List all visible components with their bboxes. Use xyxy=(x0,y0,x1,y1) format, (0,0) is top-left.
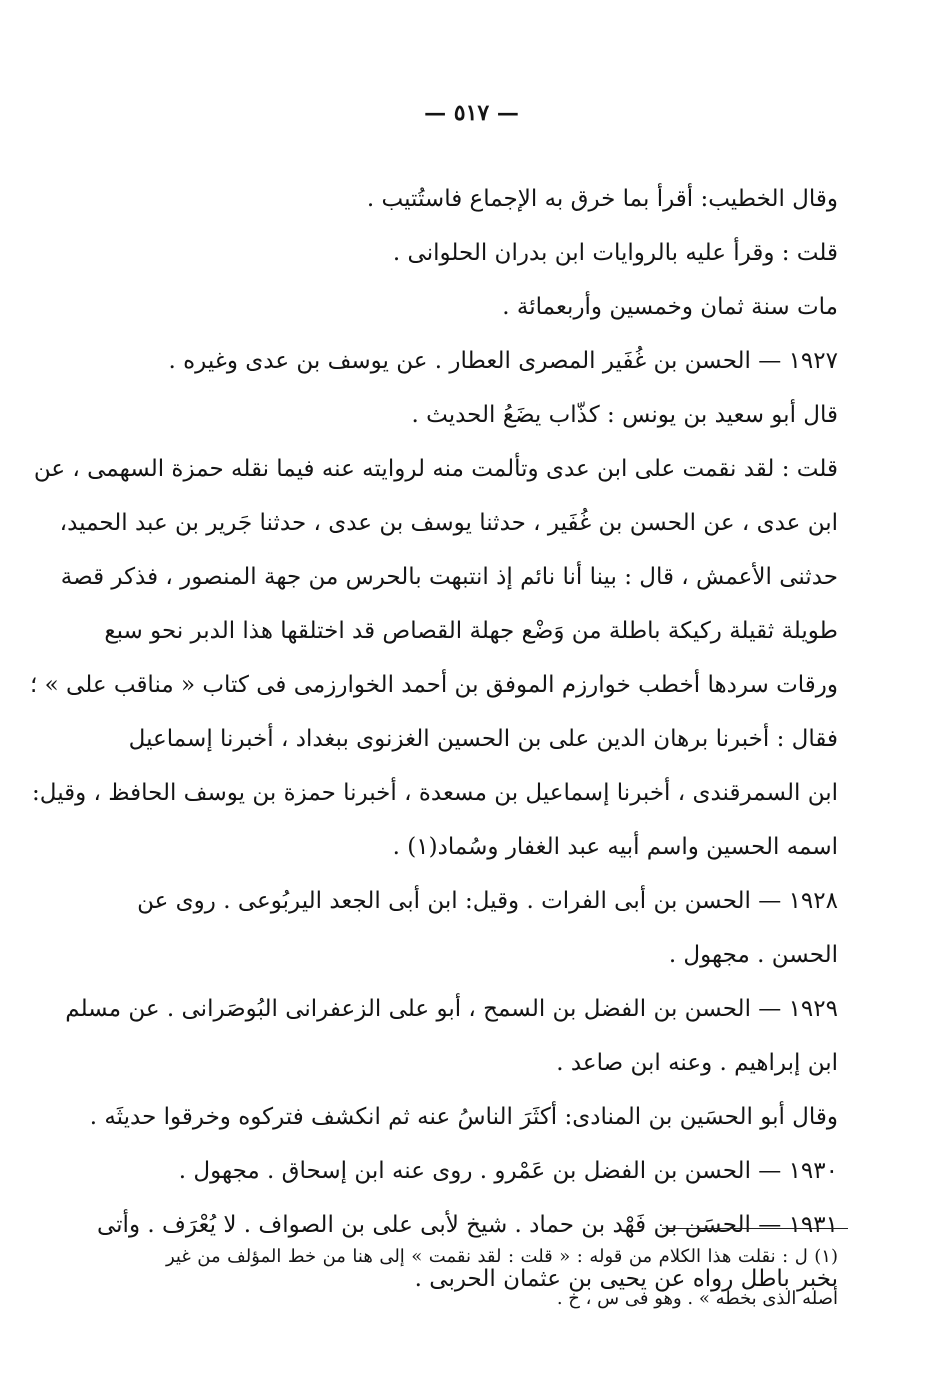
text-line: حدثنى الأعمش ، قال : بينا أنا نائم إذ انتبهت بالحرس من جهة المنصور ، فذكر قصة xyxy=(60,564,838,590)
entry-1930: ١٩٣٠ — الحسن بن الفضل بن عَمْرو . روى عنه ابن إسحاق . مجهول . xyxy=(178,1158,838,1184)
text-line: الحسن . مجهول . xyxy=(668,942,838,968)
footnote-line: أصله الذى بخطه » . وهو فى س ، خ . xyxy=(556,1288,838,1309)
text-line: قلت : لقد نقمت على ابن عدى وتألمت منه لروايته عنه فيما نقله حمزة السهمى ، عن xyxy=(33,456,838,482)
text-line: وقال أبو الحسَين بن المنادى: أكثَرَ الناسُ عنه ثم انكشف فتركوه وخرقوا حديثَه . xyxy=(89,1104,838,1130)
text-line: ابن عدى ، عن الحسن بن غُفَير ، حدثنا يوسف بن عدى ، حدثنا جَرير بن عبد الحميد، xyxy=(59,510,838,536)
text-line: ورقات سردها أخطب خوارزم الموفق بن أحمد الخوارزمى فى كتاب « مناقب على » ؛ xyxy=(30,672,838,698)
text-line: وقال الخطيب: أقرأ بما خرق به الإجماع فاستُتيب . xyxy=(366,186,838,212)
main-text xyxy=(30,172,838,1306)
footnotes xyxy=(166,1236,838,1320)
entry-1929: ١٩٢٩ — الحسن بن الفضل بن السمح ، أبو على الزعفرانى البُوصَرانى . عن مسلم xyxy=(65,996,838,1022)
text-line: فقال : أخبرنا برهان الدين على بن الحسين الغزنوى ببغداد ، أخبرنا إسماعيل xyxy=(128,726,838,752)
text-line: ابن إبراهيم . وعنه ابن صاعد . xyxy=(556,1050,838,1076)
text-line: بخبر باطل رواه عن يحيى بن عثمان الحربى . xyxy=(414,1266,838,1292)
text-line: ابن السمرقندى ، أخبرنا إسماعيل بن مسعدة ، أخبرنا حمزة بن يوسف الحافظ ، وقيل: xyxy=(32,780,838,806)
entry-1928: ١٩٢٨ — الحسن بن أبى الفرات . وقيل: ابن أبى الجعد اليربُوعى . روى عن xyxy=(137,888,838,914)
text-line: مات سنة ثمان وخمسين وأربعمائة . xyxy=(502,294,838,320)
text-line: قلت : وقرأ عليه بالروايات ابن بدران الحلوانى . xyxy=(392,240,838,266)
footnote-divider xyxy=(662,1228,848,1229)
text-line: قال أبو سعيد بن يونس : كذّاب يضَعُ الحديث . xyxy=(411,402,838,428)
entry-1931: ١٩٣١ — الحسَن بن فَهْد بن حماد . شيخ لأبى على بن الصواف . لا يُعْرَف . وأتى xyxy=(96,1212,838,1238)
footnote-line: (١) ل : نقلت هذا الكلام من قوله : « قلت : لقد نقمت » إلى هنا من خط المؤلف من غير xyxy=(166,1246,838,1267)
entry-1927: ١٩٢٧ — الحسن بن غُفَير المصرى العطار . عن يوسف بن عدى وغيره . xyxy=(168,348,838,374)
text-line: طويلة ثقيلة ركيكة باطلة من وَضْع جهلة القصاص قد اختلقها هذا الدبر نحو سبع xyxy=(104,618,838,644)
page-number: — ٥١٧ — xyxy=(424,100,519,126)
text-line: اسمه الحسين واسم أبيه عبد الغفار وسُماد(١) . xyxy=(392,834,838,860)
